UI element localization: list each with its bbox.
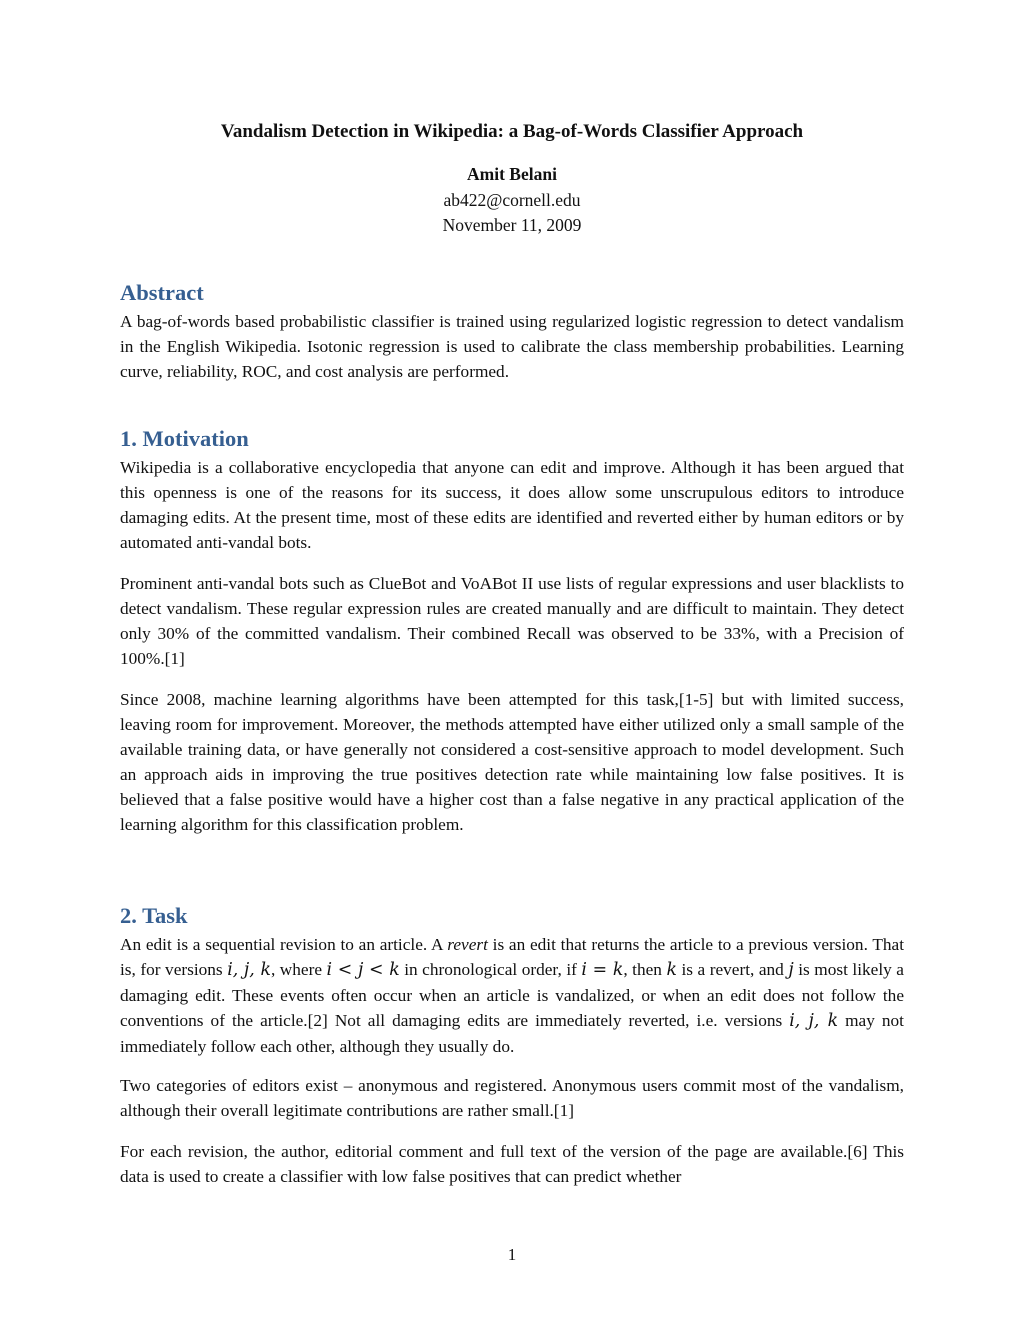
motivation-paragraph-2: Prominent anti-vandal bots such as ClueBot and VoABot II use lists of regular expressions and user blacklists to detect vandalism. These regular expression rules are created manually and are difficult to maintain. They detect only 30% of the committed vandalism. Their combined Recall was observed to be 33%, with a Precision of 100%.[1] (120, 574, 904, 668)
paper-date: November 11, 2009 (442, 215, 582, 235)
task-paragraph-1: An edit is a sequential revision to an article. A revert is an edit that returns the article to a previous version. That is, for versions i, j, k, where i < j < k in chronological order, if i = k, then k is a revert, and j is most likely a damaging edit. These events often occur when an article is vandalized, or when an edit does not follow the conventions of the article.[2] Not all damaging edits are immediately reverted, i.e. versions i, j, k may not immediately follow each other, although they usually do. (120, 935, 904, 1056)
motivation-heading: 1. Motivation (120, 426, 249, 451)
motivation-paragraph-1: Wikipedia is a collaborative encyclopedia that anyone can edit and improve. Although it has been argued that this openness is one of the reasons for its success, it does allow some unscrupulous editors to introduce damaging edits. At the present time, most of these edits are identified and reverted either by human editors or by automated anti-vandal bots. (120, 458, 904, 552)
abstract-heading: Abstract (120, 280, 204, 305)
motivation-paragraph-3: Since 2008, machine learning algorithms have been attempted for this task,[1-5] but with limited success, leaving room for improvement. Moreover, the methods attempted have either utilized only a small sample of the available training data, or have generally not considered a cost-sensitive approach to model development. Such an approach aids in improving the true positives detection rate while maintaining low false positives. It is believed that a false positive would have a higher cost than a false negative in any practical application of the learning algorithm for this classification problem. (120, 690, 904, 834)
task-paragraph-2: Two categories of editors exist – anonymous and registered. Anonymous users commit most of the vandalism, although their overall legitimate contributions are rather small.[1] (120, 1076, 904, 1120)
task-heading: 2. Task (120, 903, 188, 928)
paper-title: Vandalism Detection in Wikipedia: a Bag-of-Words Classifier Approach (220, 121, 804, 142)
author-email: ab422@cornell.edu (443, 190, 581, 210)
author-name: Amit Belani (467, 164, 557, 184)
task-paragraph-3: For each revision, the author, editorial comment and full text of the version of the page are available.[6] This data is used to create a classifier with low false positives that can predict whether (120, 1142, 904, 1186)
abstract-text: A bag-of-words based probabilistic classifier is trained using regularized logistic regression to detect vandalism in the English Wikipedia. Isotonic regression is used to calibrate the class membership probabilities. Learning curve, reliability, ROC, and cost analysis are performed. (120, 312, 904, 381)
page-number: 1 (507, 1245, 517, 1264)
